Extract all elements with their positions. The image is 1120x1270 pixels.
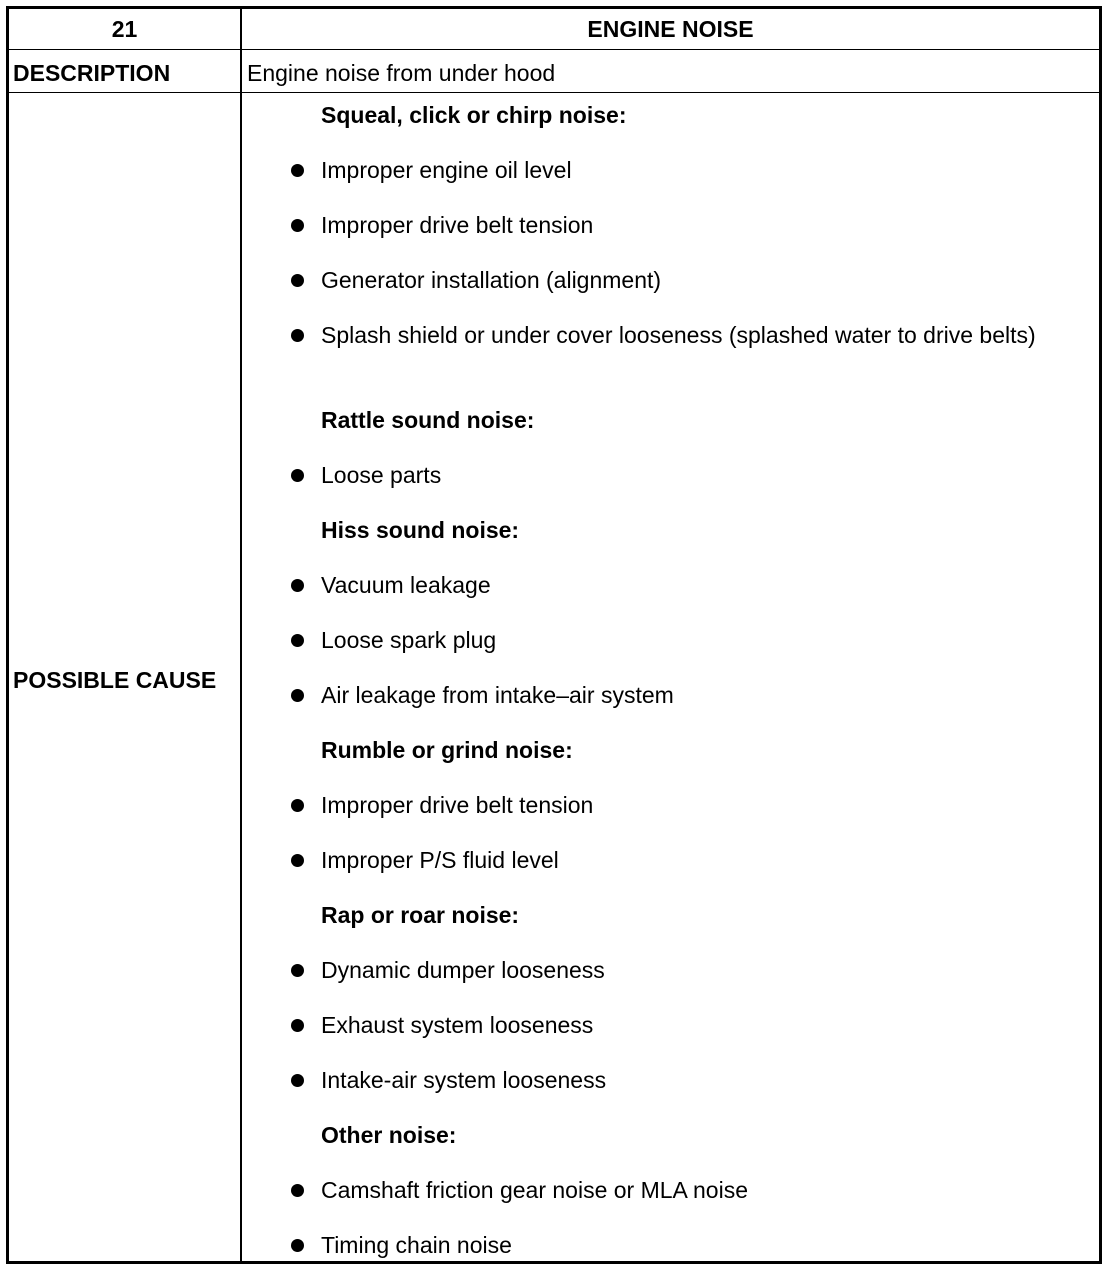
bullet-icon [291,854,304,867]
cause-group-heading: Squeal, click or chirp noise: [321,102,627,128]
bullet-icon [291,634,304,647]
bullet-icon [291,469,304,482]
cause-item: Improper drive belt tension [321,212,594,238]
bullet-icon [291,1074,304,1087]
cause-item: Splash shield or under cover looseness (splashed water to drive belts) [321,322,1036,348]
bullet-icon [291,964,304,977]
cause-item: Generator installation (alignment) [321,267,662,293]
bullet-icon [291,1184,304,1197]
cause-item: Timing chain noise [321,1232,512,1258]
bullet-icon [291,274,304,287]
table-title: ENGINE NOISE [587,16,754,42]
description-text: Engine noise from under hood [247,60,556,86]
cause-group-heading: Hiss sound noise: [321,517,520,543]
possible-cause-label: POSSIBLE CAUSE [13,667,217,693]
cause-item: Dynamic dumper looseness [321,957,605,983]
bullet-icon [291,689,304,702]
step-number: 21 [111,16,138,42]
description-label: DESCRIPTION [13,60,171,86]
cause-item: Exhaust system looseness [321,1012,594,1038]
troubleshooting-table [6,6,1102,1264]
bullet-icon [291,579,304,592]
bullet-icon [291,799,304,812]
cause-item: Improper P/S fluid level [321,847,559,873]
cause-item: Improper engine oil level [321,157,572,183]
cause-item: Air leakage from intake–air system [321,682,674,708]
bullet-icon [291,1019,304,1032]
row-divider-description [9,92,1099,93]
cause-item: Camshaft friction gear noise or MLA noise [321,1177,748,1203]
cause-item: Loose parts [321,462,442,488]
bullet-icon [291,219,304,232]
bullet-icon [291,329,304,342]
row-divider-header [9,49,1099,50]
column-divider [240,9,242,1261]
cause-item: Improper drive belt tension [321,792,594,818]
cause-group-heading: Rap or roar noise: [321,902,520,928]
bullet-icon [291,1239,304,1252]
cause-group-heading: Rattle sound noise: [321,407,535,433]
cause-item: Loose spark plug [321,627,497,653]
cause-item: Intake-air system looseness [321,1067,607,1093]
cause-group-heading: Other noise: [321,1122,457,1148]
bullet-icon [291,164,304,177]
cause-item: Vacuum leakage [321,572,491,598]
cause-group-heading: Rumble or grind noise: [321,737,573,763]
